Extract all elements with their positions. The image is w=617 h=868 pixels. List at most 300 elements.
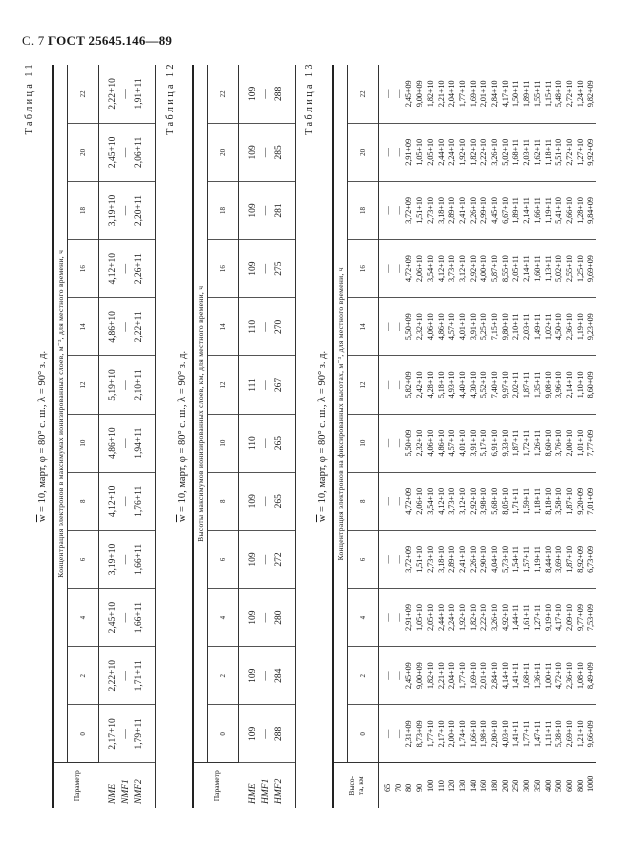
hour-header: 2 [68,647,99,705]
value-cell: — [379,647,393,705]
value-mid: — [261,322,272,332]
value-cell: 9,19+10 [543,589,554,647]
hour-header: 0 [208,705,239,763]
value-bottom: 288 [274,726,285,742]
value-mid: — [261,205,272,216]
hour-header: 16 [68,240,99,298]
value-top: 2,45+10 [108,136,119,169]
value-cell [239,181,296,239]
value-top: 109 [248,86,259,102]
value-cell: 1,36+11 [532,647,543,705]
value-top: 4,12+10 [108,485,119,518]
value-cell: 2,32+10 [414,298,425,356]
value-cell: 1,28+10 [575,181,586,239]
value-cell [99,123,156,181]
value-cell: — [379,589,393,647]
value-cell [239,65,296,123]
value-cell: 1,50+11 [510,80,521,108]
value-cell: 1,74+10 [457,705,468,763]
value-cell: 1,92+10 [457,123,468,181]
height-header-line: та, км [356,776,365,796]
value-bottom: 1,66+11 [134,602,145,634]
value-cell: 5,73+10 [500,530,511,588]
value-cell: 1,18+11 [532,472,543,530]
subheader-row [333,65,348,808]
value-cell: 2,90+10 [478,530,489,588]
value-cell: 2,31+09 [403,705,414,763]
value-bottom: 1,79+11 [134,718,145,750]
value-cell: 4,17+10 [499,80,510,108]
value-cell: 1,19+11 [543,181,554,239]
value-cell: 2,24+10 [446,589,457,647]
value-top: 110 [248,319,259,334]
height-cell: 80 [403,763,414,808]
value-bottom: 2,20+11 [134,194,145,227]
value-mid: — [261,496,272,507]
value-cell: 1,21+10 [575,705,586,763]
value-cell: 4,06+10 [425,298,436,356]
table-12 [192,65,296,808]
table-row [585,65,596,808]
value-cell: 9,84+09 [585,181,596,239]
value-bottom: 2,06+11 [134,136,145,168]
value-cell: 2,04+10 [446,647,457,705]
table-row [425,65,436,808]
value-cell: 1,98+10 [478,705,489,763]
value-cell: 1,10+10 [575,356,586,414]
table-row [489,65,500,808]
value-cell: 3,58+10 [553,472,564,530]
value-cell: 1,87+11 [521,356,532,414]
table-13 [332,65,596,808]
value-top: 3,19+10 [108,194,119,227]
value-cell: 4,06+10 [425,414,436,472]
value-cell: 5,51+10 [553,123,564,181]
value-cell: 4,57+10 [446,298,457,356]
value-mid: — [261,380,272,390]
value-cell: — [393,123,404,181]
value-mid: — [121,671,132,681]
value-cell: 1,49+11 [532,298,543,356]
value-cell: 6,67+10 [500,181,511,239]
value-cell: 1,47+11 [532,705,543,763]
value-top: 4,12+10 [108,252,119,285]
value-top: 109 [248,145,259,160]
value-cell: 5,18+10 [436,356,447,414]
table-12-title [177,65,188,808]
value-bottom: 1,94+11 [134,427,145,459]
hour-header-row [348,65,379,808]
value-cell: 2,44+10 [436,589,447,647]
value-cell [99,298,156,356]
value-cell [239,356,296,414]
table-11 [52,65,156,808]
value-mid: — [121,612,132,623]
value-cell: 7,40+10 [489,356,500,414]
value-cell: 5,87+10 [489,240,500,298]
value-mid: — [261,612,272,623]
value-cell: 1,18+11 [543,123,554,181]
value-cell: 1,02+11 [543,298,554,356]
value-cell: 4,04+10 [489,530,500,588]
value-cell: 3,69+10 [553,530,564,588]
value-cell: 1,82+10 [425,647,436,705]
param-header: Параметр [53,763,99,808]
value-top: 111 [248,378,259,392]
value-bottom: 285 [274,145,285,160]
value-top: 109 [248,203,259,218]
height-cell: 130 [457,763,468,808]
value-cell [239,298,296,356]
value-cell: 3,98+10 [478,472,489,530]
value-cell: 3,54+10 [425,472,436,530]
height-cell: 70 [393,763,404,808]
value-bottom: 1,66+11 [134,543,145,576]
value-cell: — [379,181,393,239]
value-cell [239,123,296,181]
value-top: 3,19+10 [108,543,119,576]
standard-number: ГОСТ 25645.146—89 [47,33,173,48]
table-13-label: Таблица 13 [304,62,315,135]
value-cell: 1,55+11 [531,80,542,108]
value-cell: 1,69+10 [468,647,479,705]
table-row [393,65,404,808]
hour-header: 0 [348,705,379,763]
value-top: 109 [248,261,259,276]
value-cell: 9,00+09 [414,80,425,108]
table-row [521,65,532,808]
value-cell: 5,17+10 [478,414,489,472]
value-cell: 5,41+10 [553,181,564,239]
value-cell: 2,99+10 [478,181,489,239]
value-cell [99,530,156,588]
value-bottom: 265 [274,494,285,509]
hour-header: 18 [68,181,99,239]
value-cell: 5,25+10 [478,298,489,356]
height-cell: 120 [446,763,457,808]
hour-header: 22 [348,65,379,123]
value-cell: 1,68+11 [521,647,532,705]
hour-header: 20 [68,123,99,181]
value-bottom: 275 [274,261,285,276]
value-cell: 2,41+10 [457,181,468,239]
value-cell: 2,84+10 [489,80,500,108]
height-cell: 65 [379,763,393,808]
value-cell: 2,05+11 [510,240,521,298]
value-cell: 2,92+10 [468,240,479,298]
value-cell: 1,77+10 [425,705,436,763]
value-cell: 1,69+10 [467,80,478,108]
value-cell: 1,01+10 [575,414,586,472]
value-cell: 2,84+10 [489,647,500,705]
value-cell: 2,72+10 [563,80,574,108]
table-row [403,65,414,808]
value-cell: 2,22+10 [478,123,489,181]
hour-header: 12 [348,356,379,414]
value-cell: 9,20+09 [575,472,586,530]
value-cell: 2,41+10 [457,530,468,588]
value-cell: 2,06+10 [414,472,425,530]
value-cell: 1,15+11 [542,80,553,108]
value-cell: 1,25+10 [575,240,586,298]
value-cell: 3,26+10 [489,589,500,647]
value-cell: 2,21+10 [435,80,446,108]
value-cell: 4,86+10 [436,298,447,356]
value-mid: — [121,438,132,448]
value-top: 4,86+10 [108,427,119,459]
value-cell: 3,91+10 [468,414,479,472]
value-mid: — [121,380,132,390]
height-cell: 100 [425,763,436,808]
value-cell: 2,24+10 [446,123,457,181]
value-cell: 5,48+10 [553,80,564,108]
table-row [436,65,447,808]
value-cell: 8,05+10 [500,472,511,530]
rotated-tables [20,60,600,860]
value-cell: 9,92+09 [585,123,596,181]
value-cell [239,414,296,472]
value-cell: 2,00+10 [446,705,457,763]
value-cell: 2,14+10 [564,356,575,414]
value-cell: 7,53+09 [585,589,596,647]
value-cell: 2,45+09 [403,647,414,705]
value-cell: — [379,356,393,414]
value-cell: 2,73+10 [425,530,436,588]
value-bottom: 1,71+11 [134,660,145,692]
value-cell: 2,05+10 [425,123,436,181]
value-cell: 3,72+09 [403,181,414,239]
param-names [239,763,296,808]
title-rest: = 10, март, φ = 80° с. ш., λ = 90° з. д. [317,350,328,515]
hour-header: 16 [348,240,379,298]
value-cell: 1,27+11 [532,589,543,647]
value-cell: 3,73+10 [446,472,457,530]
value-top: 5,19+10 [108,369,119,401]
height-cell: 90 [414,763,425,808]
height-cell: 500 [553,763,564,808]
value-cell: 4,14+10 [500,647,511,705]
value-cell: 9,23+09 [585,298,596,356]
value-cell: 4,50+10 [553,298,564,356]
value-cell: 8,60+10 [543,414,554,472]
value-cell: — [379,705,393,763]
value-cell: 2,01+10 [478,80,489,108]
hour-header: 10 [348,414,379,472]
table-row [379,65,393,808]
value-cell: 3,18+10 [436,181,447,239]
value-cell: 8,60+09 [585,356,596,414]
title-w: $\overline{w}$ [177,514,188,523]
value-cell: 2,03+11 [521,298,532,356]
table-row [532,65,543,808]
value-cell: — [393,705,404,763]
value-mid: — [261,89,272,99]
table-row [457,65,468,808]
value-cell: — [392,89,403,99]
value-cell: 1,05+10 [414,589,425,647]
value-cell: 4,93+10 [446,356,457,414]
hour-header: 22 [208,65,239,123]
value-cell: 1,66+11 [532,181,543,239]
hour-header: 6 [68,530,99,588]
hour-header: 6 [348,530,379,588]
value-cell: 1,11+11 [543,705,554,763]
value-cell: — [379,530,393,588]
value-cell: 7,01+09 [585,472,596,530]
value-cell: 1,27+10 [575,123,586,181]
value-mid: — [261,263,272,274]
hour-header: 2 [208,647,239,705]
value-cell: 4,86+10 [436,414,447,472]
height-cell: 400 [543,763,554,808]
value-cell: 3,54+10 [425,240,436,298]
value-cell: 5,68+10 [489,472,500,530]
value-cell: 5,82+09 [403,356,414,414]
value-cell: 9,33+10 [500,414,511,472]
subheader-row [53,65,68,808]
value-cell [99,240,156,298]
value-top: 110 [248,436,259,451]
value-cell [239,705,296,763]
value-cell: 1,89+11 [510,181,521,239]
value-top: 109 [248,726,259,742]
value-cell: 2,89+10 [446,530,457,588]
param-name: NMF1 [121,779,131,804]
value-cell: 2,73+10 [425,181,436,239]
subheader: Концентрация электронов в максимумах ионизированных слоев, м⁻³, для местного времени, ч [53,65,68,763]
title-rest: = 10, март, φ = 80° с. ш., λ = 90° з. д. [37,350,48,515]
value-cell: 1,77+10 [456,80,467,108]
subheader-row [193,65,208,808]
value-cell: 1,24+10 [574,80,585,108]
value-cell: 1,72+11 [521,414,532,472]
height-cell: 160 [478,763,489,808]
value-cell: 1,51+10 [414,181,425,239]
value-cell: 7,15+10 [489,298,500,356]
value-cell [99,472,156,530]
value-bottom: 2,22+11 [134,311,145,343]
value-top: 109 [248,610,259,625]
value-cell: 1,00+11 [543,647,554,705]
value-mid: — [261,147,272,158]
subheader: Высоты максимумов ионизированных слоев, км, для местного времени, ч [193,65,208,763]
hour-header: 4 [208,589,239,647]
value-cell: 3,12+10 [457,240,468,298]
value-mid: — [261,729,272,739]
value-cell: 2,92+10 [468,472,479,530]
value-cell: 1,19+11 [532,530,543,588]
value-cell: 9,08+10 [543,356,554,414]
hour-header: 18 [208,181,239,239]
table-12-label: Таблица 12 [165,62,176,135]
value-cell: 2,80+10 [489,705,500,763]
value-cell: 2,04+10 [446,80,457,108]
value-cell: 9,97+10 [500,356,511,414]
table-row [500,65,511,808]
value-cell [239,240,296,298]
hour-header: 14 [208,298,239,356]
value-mid: — [121,322,132,332]
value-cell [99,181,156,239]
hour-header: 10 [68,414,99,472]
value-cell: 1,87+10 [564,472,575,530]
value-cell: 2,22+10 [478,589,489,647]
hour-header: 20 [348,123,379,181]
value-cell: 9,69+09 [585,240,596,298]
value-cell: 8,49+09 [585,647,596,705]
height-cell: 1000 [585,763,596,808]
param-name: NMF2 [134,779,144,804]
value-top: 2,22+10 [108,78,119,110]
value-cell: 9,77+09 [575,589,586,647]
value-cell: 1,54+11 [510,530,521,588]
value-cell: 6,73+09 [585,530,596,588]
value-cell: 4,03+10 [500,705,511,763]
value-cell: 1,61+11 [521,589,532,647]
value-cell: 2,17+10 [436,705,447,763]
value-cell: — [379,414,393,472]
value-cell: 2,36+10 [564,298,575,356]
value-cell: 9,66+09 [585,705,596,763]
value-cell: 4,30+10 [468,356,479,414]
value-cell: 9,82+09 [585,80,596,108]
value-cell: 5,02+10 [500,123,511,181]
value-cell: — [393,356,404,414]
value-cell: 2,72+10 [564,123,575,181]
value-mid: — [121,263,132,274]
hour-header: 8 [68,472,99,530]
table-row [564,65,575,808]
value-cell: 1,82+10 [468,123,479,181]
page-number: С. 7 [22,33,45,48]
value-cell: 1,59+11 [521,472,532,530]
value-cell: 4,01+10 [457,298,468,356]
value-cell: 2,14+11 [521,181,532,239]
param-name: HMF1 [261,778,271,804]
value-cell: 2,69+10 [564,705,575,763]
height-cell: 350 [532,763,543,808]
table-row [446,65,457,808]
value-bottom: 270 [274,319,285,334]
value-cell: 5,50+09 [403,298,414,356]
height-cell: 140 [468,763,479,808]
value-cell [239,530,296,588]
value-top: 109 [248,668,259,683]
value-cell: 1,41+11 [510,647,521,705]
value-cell [99,589,156,647]
value-cell: 6,91+10 [489,414,500,472]
table-row [478,65,489,808]
value-cell: 1,89+11 [521,80,532,108]
value-bottom: 267 [274,377,285,393]
value-cell: 2,45+09 [403,80,414,108]
value-cell: 2,06+10 [414,240,425,298]
hour-header: 4 [348,589,379,647]
value-cell: 3,76+10 [553,414,564,472]
value-bottom: 284 [274,668,285,683]
value-cell [99,356,156,414]
hour-header: 4 [68,589,99,647]
value-bottom: 281 [274,203,285,218]
height-cell: 180 [489,763,500,808]
hour-header-row [68,65,99,808]
value-cell: 2,09+10 [564,589,575,647]
value-mid: — [121,89,132,99]
value-cell [99,414,156,472]
value-cell: 2,66+10 [564,181,575,239]
value-cell: 4,28+10 [425,356,436,414]
value-bottom: 288 [274,86,285,102]
